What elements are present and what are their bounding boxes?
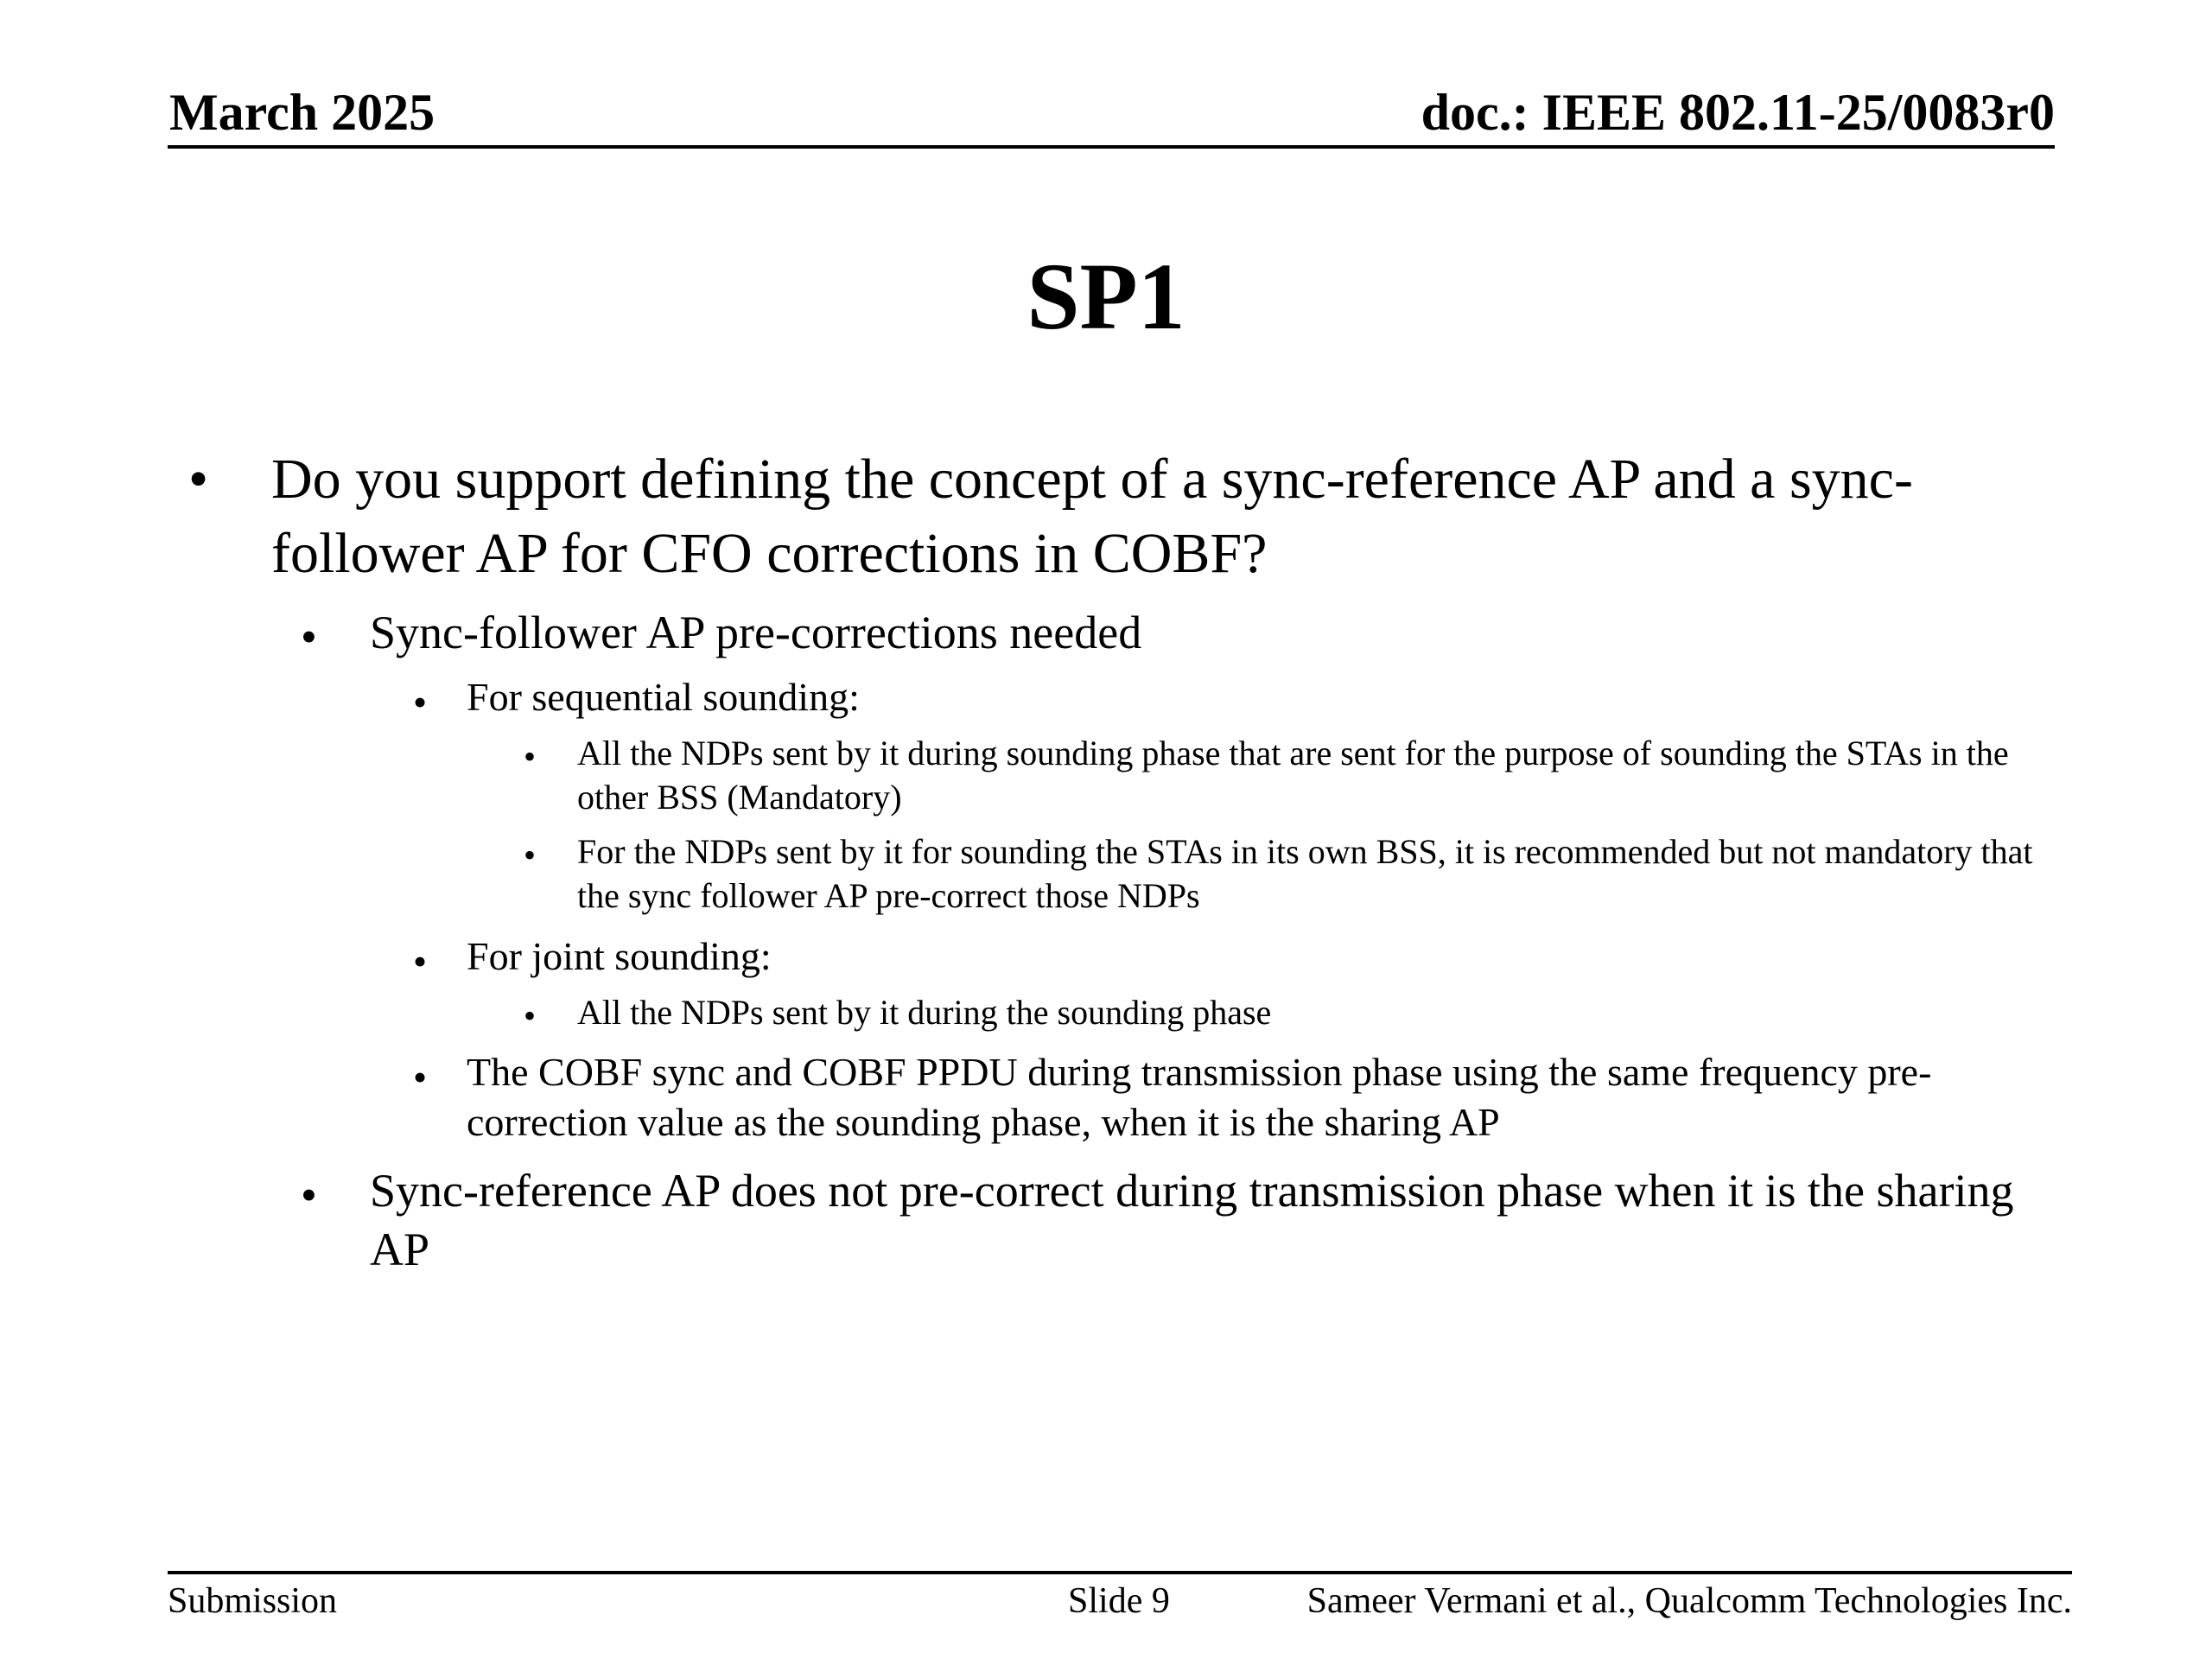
bullet-marker: • [413,1055,428,1099]
header-date: March 2025 [169,84,435,141]
bullet-text-l4: All the NDPs sent by it during the sounding phase [577,993,1272,1032]
footer-slide-number: Slide 9 [1068,1581,1170,1621]
bullet-text-l3: For sequential sounding: [467,675,860,719]
bullet-marker: • [413,939,428,983]
footer-submission: Submission [168,1581,338,1621]
bullet-marker: • [188,448,209,511]
bullet-marker: • [524,996,537,1035]
bullet-marker: • [301,611,317,663]
bullet-marker: • [301,1169,317,1221]
bullet-marker: • [413,680,428,724]
bullet-text-l3: For joint sounding: [467,934,772,978]
bullet-text-l4: For the NDPs sent by it for sounding the STAs in its own BSS, it is recommended but not mandatory that the sync follower AP pre-correct those NDPs [577,832,2033,915]
bullet-text-l2: Sync-reference AP does not pre-correct during transmission phase when it is the sharing AP [370,1165,2014,1275]
header-doc-number: doc.: IEEE 802.11-25/0083r0 [1421,84,2055,141]
bullet-text-l4: All the NDPs sent by it during sounding phase that are sent for the purpose of sounding the STAs in the other BSS (Mandatory) [577,734,2009,817]
bullet-marker: • [524,737,537,776]
bullet-text-l2: Sync-follower AP pre-corrections needed [370,607,1142,658]
footer-rule [168,1571,2072,1574]
slide-title: SP1 [1027,244,1185,349]
bullet-marker: • [524,836,537,874]
bullet-text-l3: The COBF sync and COBF PPDU during transmission phase using the same frequency pre-correction value as the sounding phase, when it is the sharing AP [467,1050,1932,1144]
bullet-text-l1: Do you support defining the concept of a sync-reference AP and a sync-follower AP for CFO corrections in COBF? [271,448,1913,585]
footer-authors: Sameer Vermani et al., Qualcomm Technologies Inc. [1306,1581,2072,1621]
header-rule [168,145,2055,149]
